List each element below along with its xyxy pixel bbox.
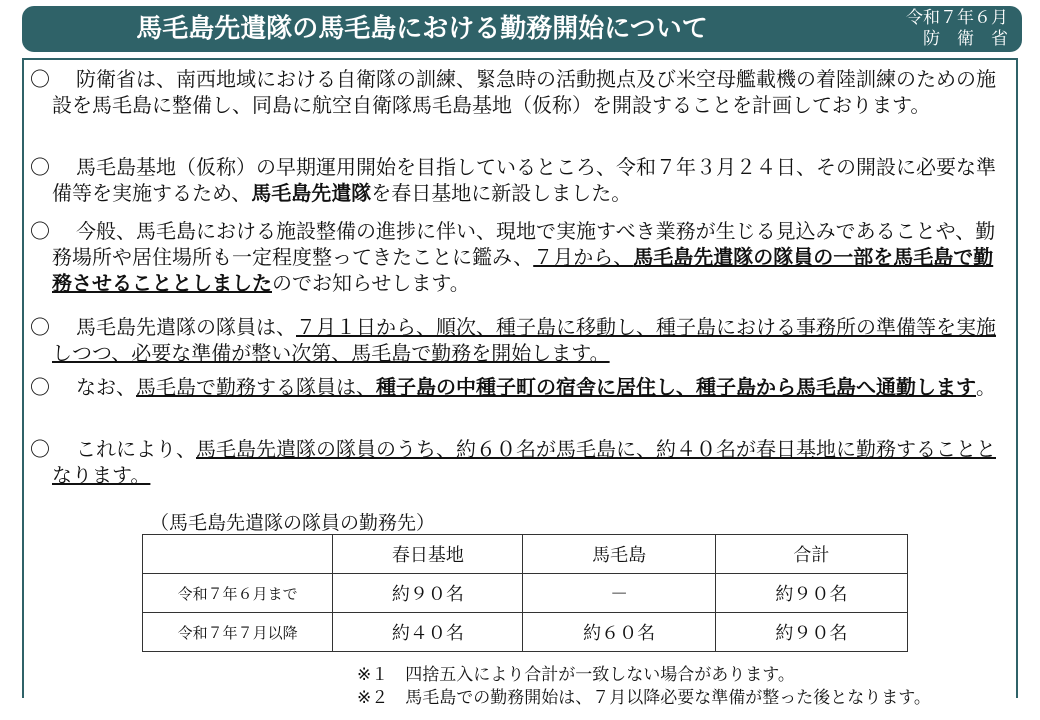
table-header-cell [143, 535, 333, 574]
paragraph-1 [22, 66, 1008, 118]
title-banner [22, 6, 1022, 52]
text-run-underlined: ７月から、 [533, 245, 634, 269]
table-row-label: 令和７年７月以降 [143, 613, 333, 652]
text-run: 。 [976, 375, 996, 399]
text-run-underlined: ７月１日から、順次、種子島に移動し、種子島における事務所の準備等を実施しつつ、必要な準備が整い次第、馬毛島で勤務を開始します。 [52, 315, 996, 365]
paragraph-text [22, 436, 1008, 488]
table-cell: 約９０名 [715, 613, 907, 652]
table-header-cell: 合計 [715, 535, 907, 574]
text-run: 今般、馬毛島における施設整備の進捗に伴い、現地で実施すべき業務が生じる見込みであることや、勤務場所や居住場所も一定程度整ってきたことに鑑み、 [52, 219, 996, 269]
text-run-bold-underlined: 種子島の中種子町の宿舎に居住し、種子島から馬毛島へ通勤します [376, 375, 976, 399]
text-run: を春日基地に新設しました。 [371, 181, 632, 205]
text-run: のでお知らせします。 [272, 271, 470, 295]
table-row [143, 574, 908, 613]
issuing-organization: 防 衛 省 [923, 29, 1008, 49]
paragraph-text [22, 154, 1008, 206]
table-header-cell: 春日基地 [333, 535, 523, 574]
table-caption: （馬毛島先遣隊の隊員の勤務先） [150, 512, 436, 534]
table-cell: － [523, 574, 715, 613]
issue-info [898, 8, 1008, 50]
text-run: 防衛省は、南西地域における自衛隊の訓練、緊急時の活動拠点及び米空母艦載機の着陸訓練のための施設を馬毛島に整備し、同島に航空自衛隊馬毛島基地（仮称）を開設することを計画しております。 [52, 67, 996, 117]
bullet-marker: 〇 [30, 437, 50, 461]
table-cell: 約９０名 [715, 574, 907, 613]
page-title: 馬毛島先遣隊の馬毛島における勤務開始について [136, 14, 708, 44]
paragraph-2 [22, 154, 1008, 206]
table-cell: 約６０名 [523, 613, 715, 652]
table-header-row [143, 535, 908, 574]
paragraph-4 [22, 314, 1008, 366]
text-run-underlined: 馬毛島先遣隊の隊員のうち、約６０名が馬毛島に、約４０名が春日基地に勤務することとなります。 [52, 437, 996, 487]
paragraph-text [22, 314, 1008, 366]
paragraph-6 [22, 436, 1008, 488]
paragraph-3 [22, 218, 1008, 296]
bullet-marker: 〇 [30, 67, 50, 91]
table-row-label: 令和７年６月まで [143, 574, 333, 613]
table-cell: 約４０名 [333, 613, 523, 652]
table-row [143, 613, 908, 652]
issue-date: 令和７年６月 [906, 8, 1008, 28]
bullet-marker: 〇 [30, 155, 50, 179]
paragraph-text [22, 374, 1008, 400]
paragraph-text [22, 218, 1008, 296]
assignment-table [142, 534, 908, 652]
text-run: これにより、 [76, 437, 196, 461]
footnote-1: ※１ 四捨五入により合計が一致しない場合があります。 [357, 665, 795, 685]
paragraph-text [22, 66, 1008, 118]
bullet-marker: 〇 [30, 315, 50, 339]
table-cell: 約９０名 [333, 574, 523, 613]
bullet-marker: 〇 [30, 219, 50, 243]
text-run: 馬毛島基地（仮称）の早期運用開始を目指しているところ、令和７年３月２４日、その開設に必要な準備等を実施するため、 [52, 155, 996, 205]
table-header-cell: 馬毛島 [523, 535, 715, 574]
text-run: 馬毛島先遣隊の隊員は、 [76, 315, 296, 339]
text-run-bold: 馬毛島先遣隊 [251, 181, 372, 205]
text-run-bold-underlined: 馬毛島先遣隊の隊員の一部を馬毛島で勤務させることとしました [52, 245, 994, 295]
bullet-marker: 〇 [30, 375, 50, 399]
footnote-2: ※２ 馬毛島での勤務開始は、７月以降必要な準備が整った後となります。 [357, 688, 931, 708]
text-run-underlined: 馬毛島で勤務する隊員は、 [136, 375, 376, 399]
paragraph-5 [22, 374, 1008, 400]
text-run: なお、 [76, 375, 136, 399]
